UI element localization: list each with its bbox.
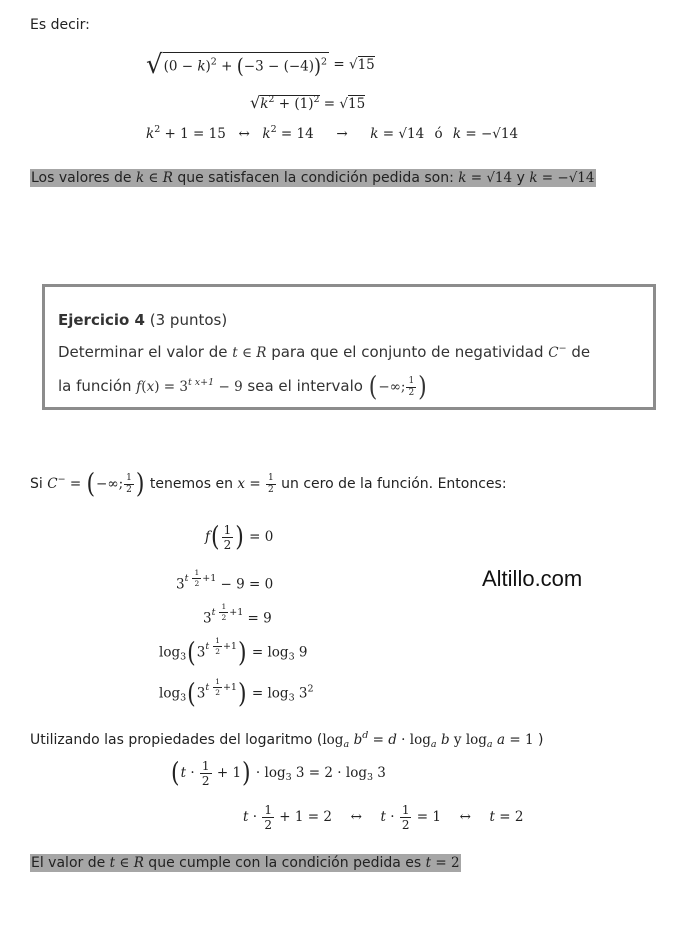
var-t: t [184,572,189,584]
exponent: 2 [154,124,161,135]
value: = −√14 [537,170,595,186]
exercise-text: sea el intervalo [242,377,368,395]
frac-den: 2 [215,687,220,697]
var-k: k [146,126,155,142]
superscript-minus: − [57,474,66,485]
var-k: k [262,126,271,142]
var-t: t [205,640,210,652]
var-k: k [260,96,269,112]
var-a: a [497,732,506,748]
frac-den: 2 [223,538,232,552]
var-k: k [135,170,145,186]
log-base: 3 [288,692,295,704]
step-exp-minus-9 [176,569,273,593]
frac-num: 1 [408,376,415,386]
value: = 2 [431,855,460,871]
equivalence-arrow: ↔ [350,809,362,825]
result-k-values [30,170,596,186]
exercise-text: de [566,343,591,361]
exponent: 2 [268,94,275,105]
eq-text: + 1 = 2 [274,809,332,825]
equation-solutions [146,124,518,142]
props-text: Utilizando las propiedades del logaritmo ( [30,732,323,748]
log: log [159,685,181,702]
eq-text: 3 [373,765,386,781]
eq1-part: (0 − [163,58,198,75]
equals: = [245,476,265,492]
si-text: un cero de la función. Entonces: [276,476,507,492]
log-base: 3 [285,772,292,783]
sqrt-expression: √ $(0 - k)^2 + (-3 - (-4))^2$ [146,50,328,80]
step-text: 3 [294,685,308,702]
props-text: y log [449,732,487,748]
frac-den: 2 [215,646,220,656]
si-text: Si [30,476,48,492]
var-R: R [133,855,144,871]
eq3-part: = 14 [276,126,314,142]
intro-text: Es decir: [30,17,90,33]
frac-num: 1 [223,523,232,537]
watermark-logo: Altillo.com [482,566,583,591]
exponent: 2 [210,56,217,68]
eq-text: = 1 [412,809,441,825]
or-word: ó [434,126,443,142]
frac-den: 2 [201,774,210,788]
si-text: tenemos en [145,476,238,492]
step-exp-eq-9 [203,603,272,627]
frac-den: 2 [194,578,200,588]
log-base: 3 [288,651,295,663]
exponent: t x+1 [187,377,215,388]
var-t: t [109,855,116,871]
value: = √14 [466,170,513,186]
dot: · [186,765,199,781]
frac-den: 2 [267,484,274,495]
equation-simplified: $√k^2 + (1)^2 = √15$ [250,93,366,112]
frac-num: 1 [126,473,132,483]
var-R: R [162,170,173,186]
equals: = [65,476,86,492]
var-k: k [529,170,538,186]
frac-den: 2 [408,388,415,398]
equivalence-arrow: ↔ [459,809,471,825]
var-f: f [136,379,142,395]
frac-num: 1 [215,636,220,645]
var-C: C [548,345,559,361]
frac-den: 2 [401,818,410,832]
result2-text: que cumple con la condición pedida es [143,855,426,871]
var-R: R [256,345,267,361]
eq3-part: = −√14 [461,126,519,142]
frac-num: 1 [264,803,272,817]
base-3: 3 [179,379,188,395]
eq2-part: + (1) [274,96,314,112]
var-t: t [232,345,238,361]
var-f: f [205,529,210,545]
var-b: b [440,732,450,748]
si-line: Si C− = (−∞; $\frac{1}{2}$ ) tenemos en x = $\frac{1}{2}$ un cero de la función. Entonces: [30,468,507,501]
step-text: 9 [294,644,308,661]
plus-one: +1 [202,572,217,584]
exercise-title-bold: Ejercicio 4 [58,311,145,329]
frac-den: 2 [221,612,227,622]
element-of: ∈ [115,855,134,871]
step-text: = 9 [243,610,272,627]
equals: = [368,732,389,748]
result-t-value [30,855,461,871]
step-f-half: f( $\frac{1}{2}$ ) = 0 [205,521,274,554]
plus-one: +1 [222,640,237,652]
eq-text: 3 = 2 · log [291,765,367,781]
and-word: y [512,170,530,186]
step-text: = log [247,685,289,702]
frac-den: 2 [264,818,272,832]
step-text: − 9 = 0 [216,576,274,593]
var-d: d [362,730,369,741]
eq2-rhs-value: 15 [348,96,366,112]
eq1-part: + [216,58,237,75]
result1-text: Los valores de [31,170,136,186]
exponent: 2 [313,94,320,105]
log-base: 3 [366,772,374,783]
frac-num: 1 [221,602,227,611]
element-of: ∈ [144,170,163,186]
base-3: 3 [176,576,185,593]
var-t: t [243,809,249,825]
element-of: ∈ [237,345,257,361]
var-k: k [197,58,206,75]
var-t: t [380,809,386,825]
exercise-points: (3 puntos) [145,311,228,329]
eq1-rhs-value: 15 [357,56,375,73]
var-t: t [489,809,495,825]
exponent: 2 [270,124,277,135]
frac-num: 1 [194,568,200,577]
var-k: k [370,126,379,142]
dot: · [248,809,262,825]
exercise-line-1 [58,343,590,361]
plus-one: + 1 [212,765,242,781]
properties-line [30,730,544,750]
eq1-part: −3 − (−4) [243,58,315,75]
eq-text: · log [251,765,286,781]
exercise-title [58,311,227,329]
result2-text: El valor de [31,855,110,871]
var-x: x [146,379,155,395]
var-t: t [425,855,432,871]
props-text: = 1 [505,732,534,748]
exercise-box [42,284,656,410]
equals-zero: = 0 [244,529,274,545]
log: log [159,644,181,661]
var-b: b [353,732,363,748]
eq1-rhs: = √ [329,56,358,73]
eq3-part: + 1 = 15 [160,126,226,142]
plus-one: +1 [229,606,244,618]
base-3: 3 [196,644,206,661]
base-3: 3 [196,685,206,702]
eq2-rhs: = √ [319,96,349,112]
frac-num: 1 [201,759,210,773]
equation-distance [146,52,375,78]
exercise-text: − 9 [214,379,243,395]
var-d: d [388,732,397,748]
log-base: 3 [180,651,187,663]
exponent: 2 [321,56,328,68]
step-log-3sq: $\log_3(3^{t \frac{1}{2} +1}) = \log_3 3^2$ [159,677,314,710]
interval: −∞; [96,476,124,492]
var-t: t [211,606,216,618]
var-a: a [343,739,350,750]
step-text: = log [247,644,289,661]
log-base: 3 [180,692,187,704]
var-a: a [486,739,493,750]
plus-one: +1 [222,681,237,693]
var-k: k [452,126,462,142]
superscript-minus: − [558,343,567,354]
exercise-line-2: la función $f(x) = 3^{t x+1} - 9$ sea el intervalo (−∞; $\frac{1}{2}$ ) [58,371,427,404]
dot: · [385,809,399,825]
equation-props-1: (t · $\frac{1}{2}$ + $1) \cdot \log_3 3 = 2 \cdot \log_3 3$ [171,757,386,790]
exercise-text: Determinar el valor de [58,343,233,361]
interval: −∞; [378,379,406,395]
var-k: k [458,170,467,186]
eq1-part: ) [205,58,211,75]
frac-num: 1 [267,472,274,483]
equation-props-2 [243,804,523,831]
result1-text: que satisfacen la condición pedida son: [172,170,459,186]
exponent: 2 [307,683,314,695]
step-log-9: $\log_3(3^{t \frac{1}{2} +1}) = \log_3 9$ [159,636,308,669]
frac-den: 2 [126,485,132,495]
equivalence-arrow: ↔ [238,126,250,142]
var-x: x [237,476,246,492]
var-t: t [205,681,210,693]
implies-arrow: → [336,126,348,142]
exercise-text: la función [58,377,137,395]
frac-num: 1 [215,677,220,686]
eq-text: = 2 [494,809,524,825]
var-C: C [47,476,58,492]
eq3-part: = √14 [378,126,425,142]
frac-num: 1 [401,803,410,817]
base-3: 3 [203,610,212,627]
var-t: t [180,765,187,781]
exercise-text: para que el conjunto de negatividad [266,343,549,361]
props-text: ) [533,732,544,748]
props-text: · log [396,732,431,748]
var-a: a [430,739,437,750]
log: log [322,732,344,748]
